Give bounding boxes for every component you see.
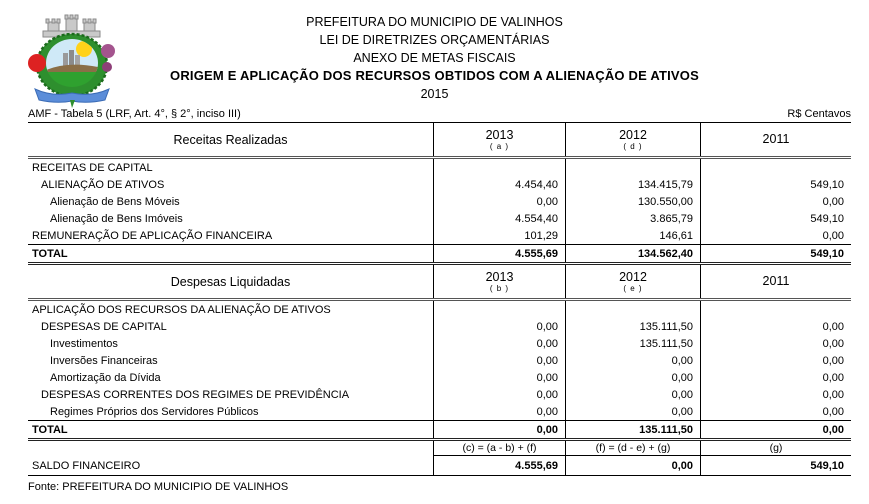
despesas-col-2013: 2013 ( b ) — [433, 265, 565, 298]
currency-note: R$ Centavos — [787, 108, 851, 120]
saldo-financeiro-row: SALDO FINANCEIRO 4.555,69 0,00 549,10 — [28, 456, 851, 476]
table-row: Inversões Financeiras 0,00 0,00 0,00 — [28, 352, 851, 369]
receitas-col-2012: 2012 ( d ) — [565, 123, 700, 156]
entity-name: PREFEITURA DO MUNICIPIO DE VALINHOS — [306, 15, 563, 29]
despesas-header-row — [28, 265, 851, 301]
table-row: REMUNERAÇÃO DE APLICAÇÃO FINANCEIRA 101,29 146,61 0,00 — [28, 227, 851, 244]
table-meta-row — [28, 108, 851, 123]
table-row: Alienação de Bens Imóveis 4.554,40 3.865,79 549,10 — [28, 210, 851, 227]
report-title: ORIGEM E APLICAÇÃO DOS RECURSOS OBTIDOS COM A ALIENAÇÃO DE ATIVOS — [170, 68, 699, 83]
document-header — [0, 0, 869, 103]
formula-row — [28, 441, 851, 456]
formula-g: (g) — [700, 441, 851, 456]
formula-f: (f) = (d - e) + (g) — [565, 441, 700, 456]
table-row: DESPESAS CORRENTES DOS REGIMES DE PREVIDÊNCIA 0,00 0,00 0,00 — [28, 386, 851, 403]
formula-c: (c) = (a - b) + (f) — [433, 441, 565, 456]
municipal-coat-of-arms-icon — [26, 12, 118, 108]
receitas-col-2013: 2013 ( a ) — [433, 123, 565, 156]
table-row: APLICAÇÃO DOS RECURSOS DA ALIENAÇÃO DE ATIVOS — [28, 301, 851, 318]
table-row: DESPESAS DE CAPITAL 0,00 135.111,50 0,00 — [28, 318, 851, 335]
despesas-total-row: TOTAL 0,00 135.111,50 0,00 — [28, 420, 851, 441]
table-row: RECEITAS DE CAPITAL — [28, 159, 851, 176]
source-note: Fonte: PREFEITURA DO MUNICIPIO DE VALINHOS — [28, 481, 289, 493]
annex-name: ANEXO DE METAS FISCAIS — [353, 51, 516, 65]
report-year: 2015 — [420, 87, 449, 101]
receitas-total-row: TOTAL 4.555,69 134.562,40 549,10 — [28, 244, 851, 265]
table-row: ALIENAÇÃO DE ATIVOS 4.454,40 134.415,79 549,10 — [28, 176, 851, 193]
table-row: Alienação de Bens Móveis 0,00 130.550,00 0,00 — [28, 193, 851, 210]
receitas-col-2011: 2011 — [700, 123, 851, 156]
despesas-section-title: Despesas Liquidadas — [170, 274, 291, 289]
despesas-col-2011: 2011 — [700, 265, 851, 298]
table-reference: AMF - Tabela 5 (LRF, Art. 4°, § 2°, inciso III) — [28, 108, 241, 120]
receitas-section-title: Receitas Realizadas — [173, 132, 288, 147]
table-row: Investimentos 0,00 135.111,50 0,00 — [28, 335, 851, 352]
table-row: Amortização da Dívida 0,00 0,00 0,00 — [28, 369, 851, 386]
law-name: LEI DE DIRETRIZES ORÇAMENTÁRIAS — [319, 33, 550, 47]
table-row: Regimes Próprios dos Servidores Públicos 0,00 0,00 0,00 — [28, 403, 851, 420]
despesas-col-2012: 2012 ( e ) — [565, 265, 700, 298]
receitas-header-row — [28, 123, 851, 159]
fiscal-table — [28, 123, 851, 476]
saldo-label: SALDO FINANCEIRO — [32, 459, 141, 472]
